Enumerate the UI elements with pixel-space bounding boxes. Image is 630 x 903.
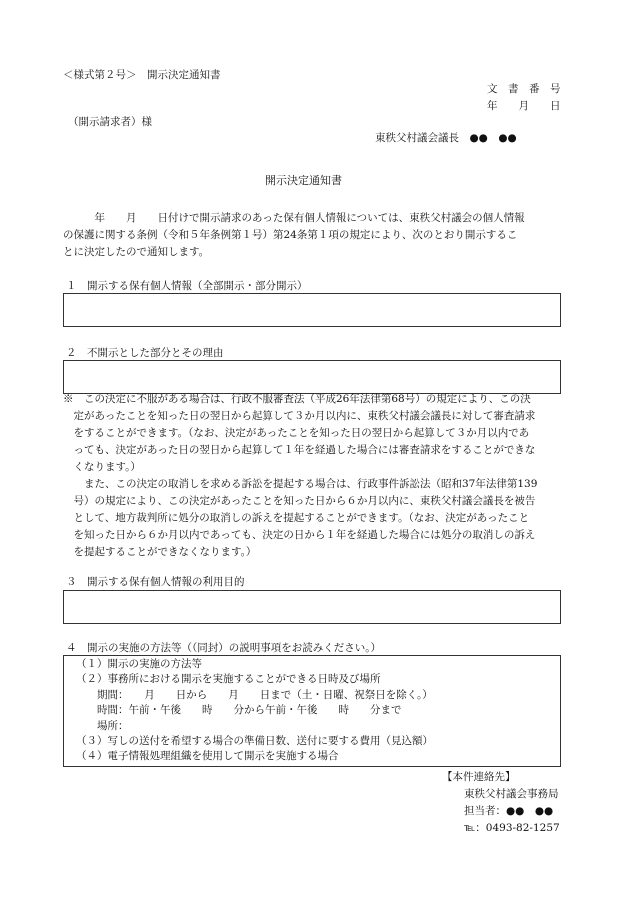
notice-line: ※ この決定に不服がある場合は、行政不服審査法（平成26年法律第68号）の規定により、この決	[63, 393, 531, 405]
notice-line: を知った日から６か月以内であっても、決定の日から１年を経過した場合には処分の取消しの訴え	[63, 529, 536, 541]
notice-line: 号）の規定により、この決定があったことを知った日から６か月以内に、東秩父村議会議長を被告	[63, 495, 536, 507]
contact-heading: 【本件連絡先】	[442, 771, 516, 783]
page-title: 開示決定通知書	[265, 174, 342, 187]
method-item: （１）開示の実施の方法等	[76, 658, 202, 670]
notice-line: として、地方裁判所に処分の取消しの訴えを提起することができます。（なお、決定があったこと	[63, 512, 530, 524]
section-1-heading: １ 開示する保有個人情報（全部開示・部分開示）	[66, 280, 308, 292]
appeal-notice	[63, 391, 583, 561]
method-item: （４）電子情報処理組織を使用して開示を実施する場合	[76, 750, 339, 763]
sender: 東秩父村議会議長 ●● ●●	[375, 132, 517, 144]
section-2-box	[63, 360, 561, 394]
method-item: （２）事務所における開示を実施することができる日時及び場所	[76, 673, 381, 686]
notice-line: をすることができます。（なお、決定があったことを知った日の翌日から起算して３か月以内であ	[63, 427, 530, 439]
section-2-heading: ２ 不開示とした部分とその理由	[66, 347, 224, 359]
date-line: 年 月 日	[487, 100, 561, 112]
notice-line: 定があったことを知った日の翌日から起算して３か月以内に、東秩父村議会議長に対して審査請求	[63, 410, 536, 422]
notice-line: くなります。）	[63, 461, 141, 473]
intro-line: 年 月 日付けで開示請求のあった保有個人情報については、東秩父村議会の個人情報	[63, 212, 525, 224]
notice-line: を提起することができなくなります。）	[63, 546, 257, 558]
contact-office: 東秩父村議会事務局	[464, 788, 559, 800]
intro-line: とに決定したので通知します。	[63, 246, 210, 258]
notice-line: っても、決定があった日の翌日から起算して１年を経過した場合には審査請求をすることができな	[63, 444, 536, 456]
intro-line: の保護に関する条例（令和５年条例第１号）第24条第１項の規定により、次のとおり開示するこ	[63, 229, 518, 241]
section-4-box	[63, 655, 561, 767]
method-place: 場所：	[76, 719, 129, 732]
method-item: （３）写しの送付を希望する場合の準備日数、送付に要する費用（見込額）	[76, 735, 433, 748]
notice-line: また、この決定の取消しを求める訴訟を提起する場合は、行政事件訴訟法（昭和37年法律第139	[63, 478, 538, 490]
section-3-heading: ３ 開示する保有個人情報の利用目的	[66, 576, 245, 588]
document-number: 文 書 番 号	[487, 83, 561, 95]
method-period: 期間： 月 日から 月 日まで（土・日曜、祝祭日を除く。）	[76, 688, 433, 701]
method-time: 時間：午前・午後 時 分から午前・午後 時 分まで	[76, 704, 402, 717]
form-label: ＜様式第２号＞ 開示決定通知書	[63, 69, 221, 81]
section-1-box	[63, 293, 561, 327]
recipient: （開示請求者）様	[68, 116, 152, 128]
section-4-heading: ４ 開示の実施の方法等（（同封）の説明事項をお読みください。）	[66, 642, 381, 654]
contact-person: 担当者：●● ●●	[464, 805, 554, 817]
contact-tel: ℡：0493-82-1257	[464, 822, 560, 834]
intro-paragraph	[63, 210, 573, 261]
section-3-box	[63, 590, 561, 624]
